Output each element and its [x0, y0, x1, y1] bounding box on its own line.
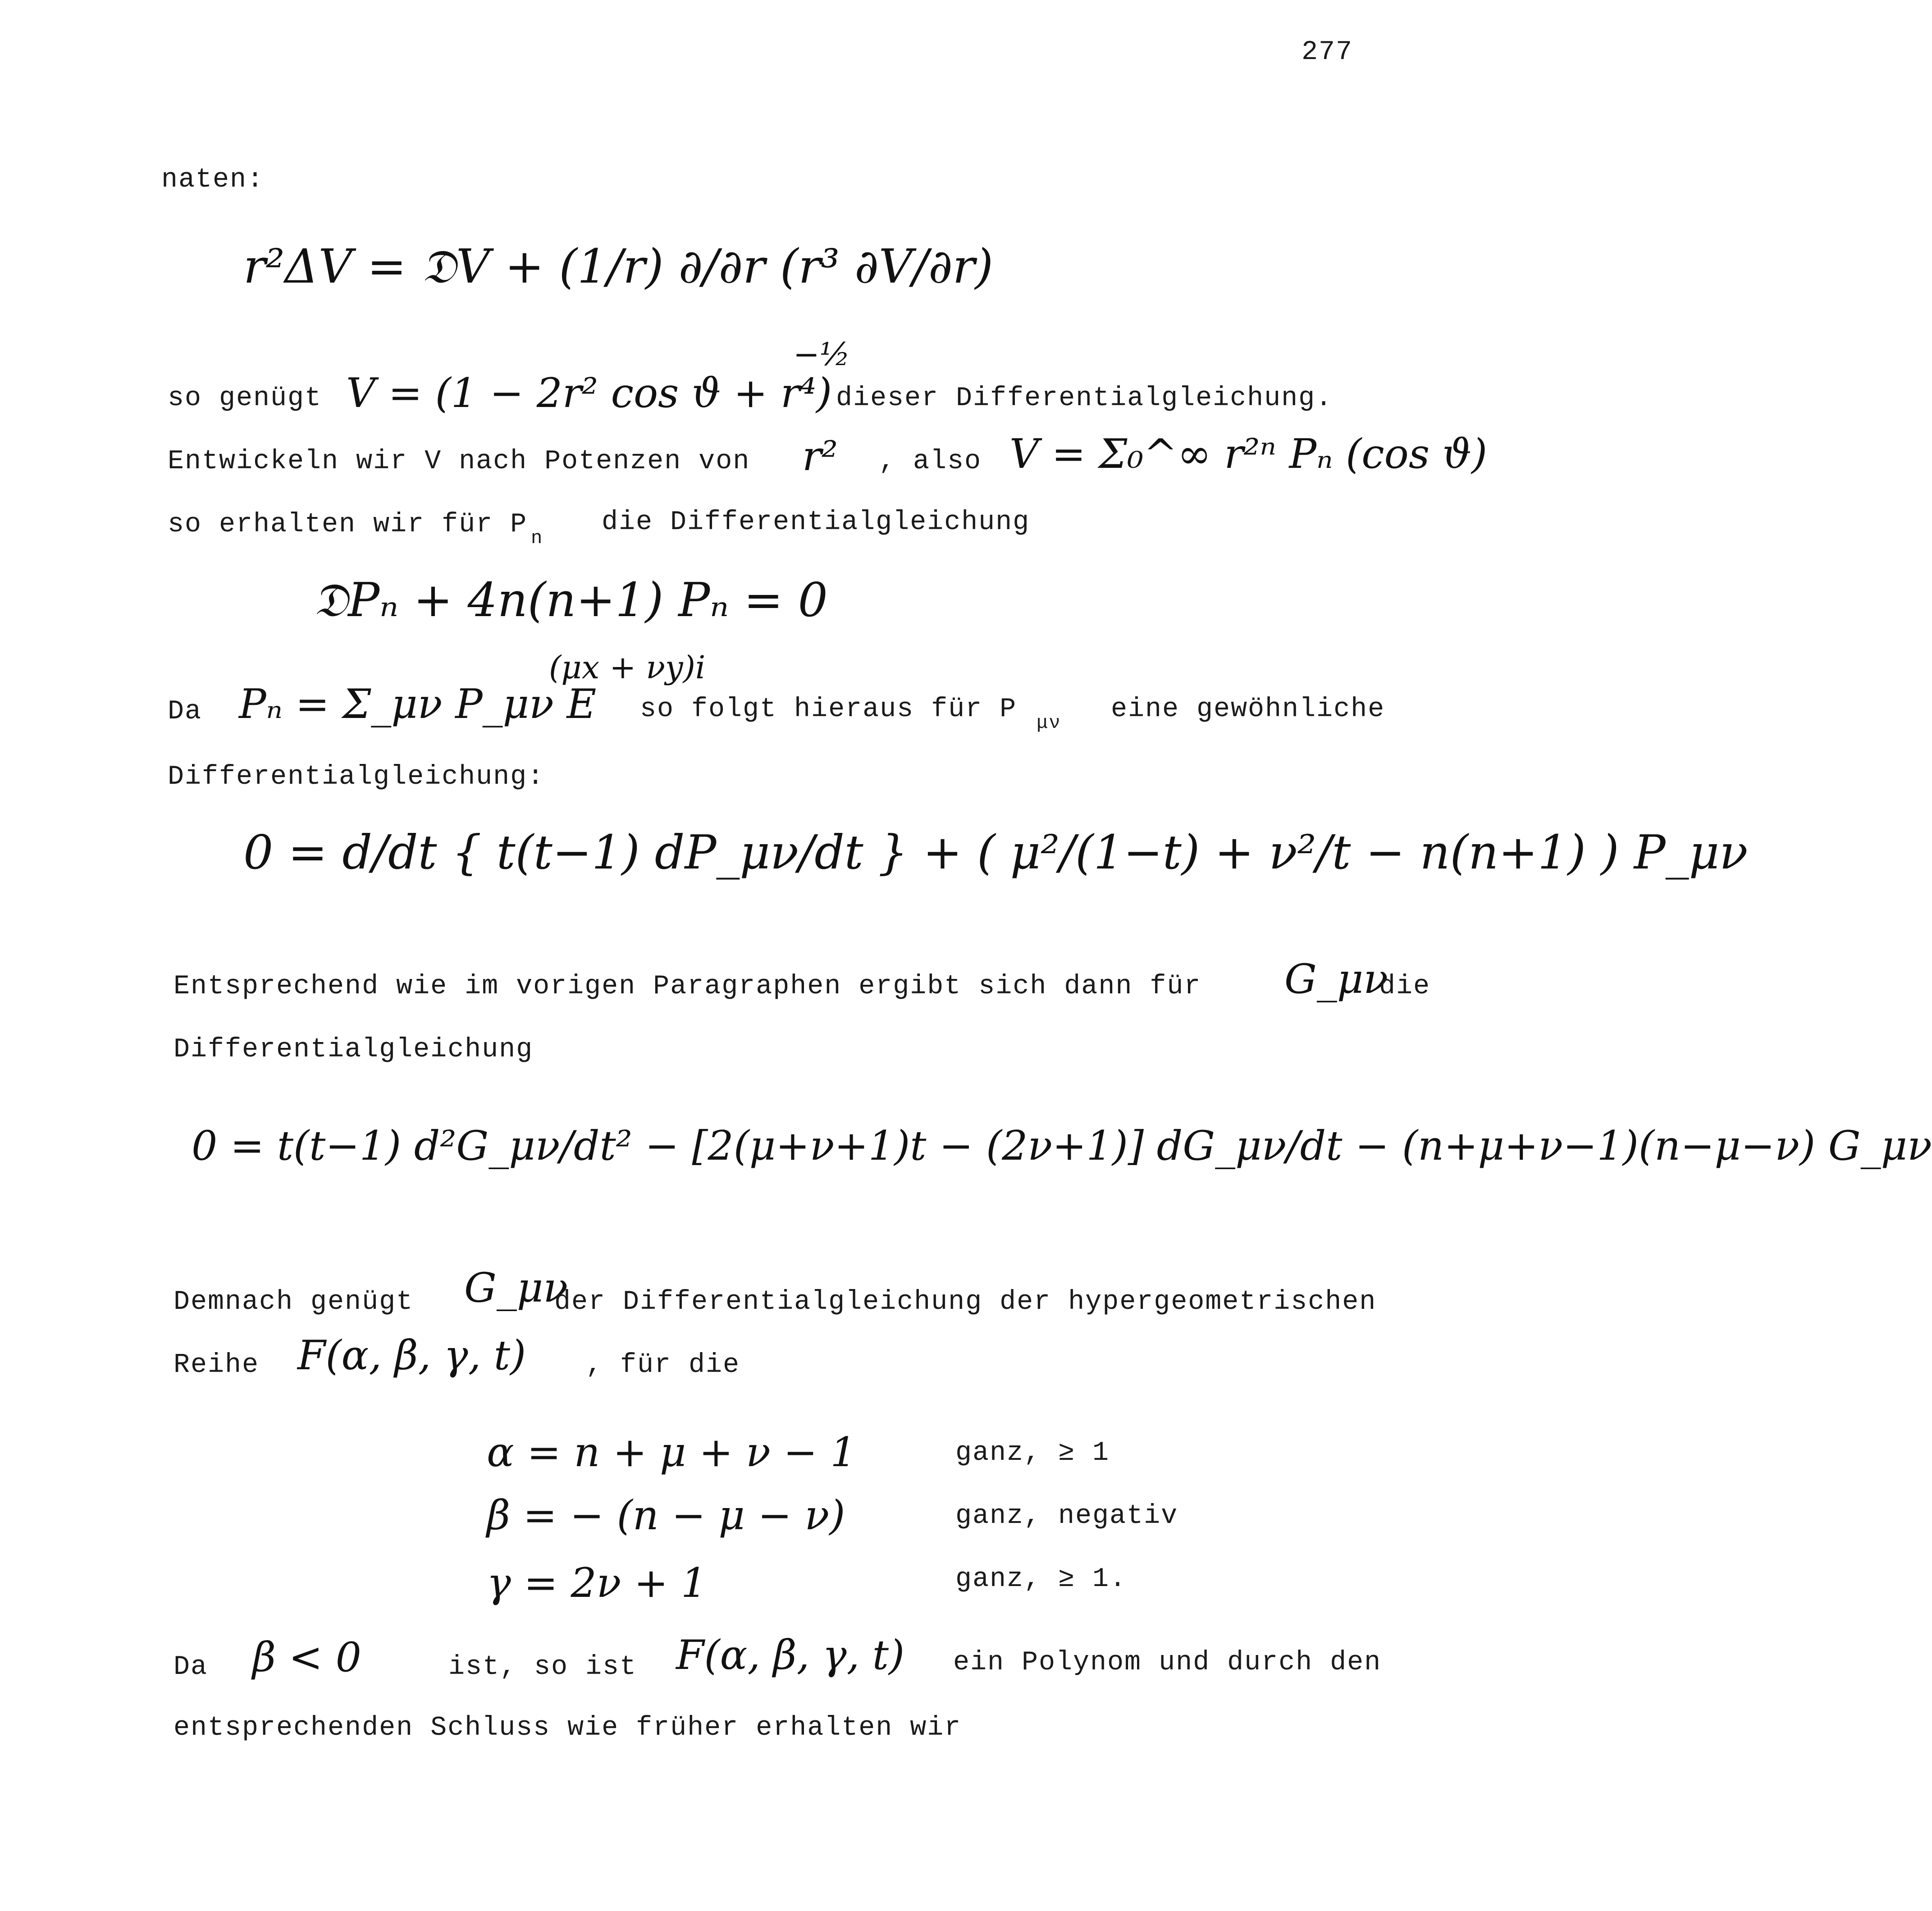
inline-math-exponent: −½: [793, 336, 850, 373]
text-line: so erhalten wir für P: [168, 509, 528, 540]
condition-note: ganz, ≥ 1.: [955, 1564, 1127, 1595]
inline-math: V = Σ₀^∞ r²ⁿ Pₙ (cos ϑ): [1009, 430, 1488, 478]
condition-note: ganz, negativ: [955, 1501, 1178, 1532]
subscript: μν: [1037, 712, 1061, 734]
inline-math: G_μν: [1284, 956, 1388, 1003]
text-line: Differentialgleichung:: [168, 762, 545, 792]
text-line: dieser Differentialgleichung.: [836, 383, 1333, 414]
inline-math: G_μν: [464, 1264, 568, 1312]
text-line: , für die: [586, 1350, 740, 1381]
text-line: der Differentialgleichung der hypergeometrischen: [554, 1287, 1377, 1317]
inline-math: F(α, β, γ, t): [297, 1332, 526, 1379]
text-line: Da: [174, 1652, 208, 1682]
text-line: Entwickeln wir V nach Potenzen von: [168, 446, 750, 477]
inline-math-exponent: (μx + νy)i: [549, 649, 706, 686]
text-line: naten:: [161, 165, 265, 195]
inline-math: β < 0: [252, 1634, 361, 1681]
inline-math: F(α, β, γ, t): [676, 1632, 905, 1679]
text-line: Reihe: [174, 1350, 260, 1381]
text-line: Entsprechend wie im vorigen Paragraphen ergibt sich dann für: [174, 971, 1201, 1002]
text-line: so folgt hieraus für P: [640, 694, 1017, 725]
text-line: Da: [168, 696, 202, 727]
equation-hypergeometric: 0 = t(t−1) d²G_μν/dt² − [2(μ+ν+1)t − (2ν+1)] dG_μν/dt − (n+μ+ν−1)(n−μ−ν) G_μν: [192, 1122, 1932, 1170]
equation-ordinary: 0 = d/dt { t(t−1) dP_μν/dt } + ( μ²/(1−t) + ν²/t − n(n+1) ) P_μν: [243, 825, 1748, 880]
text-line: die Differentialgleichung: [602, 507, 1030, 538]
text-line: Demnach genügt: [174, 1287, 414, 1317]
text-line: die: [1379, 971, 1431, 1002]
inline-math: r²: [802, 433, 838, 480]
text-line: Differentialgleichung: [174, 1034, 534, 1065]
condition-alpha: α = n + μ + ν − 1: [487, 1429, 856, 1476]
subscript: n: [531, 527, 544, 549]
condition-beta: β = − (n − μ − ν): [487, 1492, 845, 1539]
condition-gamma: γ = 2ν + 1: [487, 1559, 707, 1607]
text-line: so genügt: [168, 383, 322, 414]
inline-math: Pₙ = Σ_μν P_μν E: [239, 681, 597, 728]
equation-laplace: r²ΔV = 𝔇V + (1/r) ∂/∂r (r³ ∂V/∂r): [243, 239, 993, 294]
page-number: 277: [1302, 37, 1353, 68]
text-line: entsprechenden Schluss wie früher erhalten wir: [174, 1713, 962, 1743]
text-line: ist, so ist: [448, 1652, 637, 1682]
text-line: ein Polynom und durch den: [953, 1647, 1382, 1678]
text-line: , also: [879, 446, 982, 477]
equation-legendre: 𝔇Pₙ + 4n(n+1) Pₙ = 0: [313, 572, 828, 627]
text-line: eine gewöhnliche: [1111, 694, 1385, 725]
condition-note: ganz, ≥ 1: [955, 1438, 1110, 1468]
inline-math: V = (1 − 2r² cos ϑ + r⁴): [346, 370, 832, 417]
